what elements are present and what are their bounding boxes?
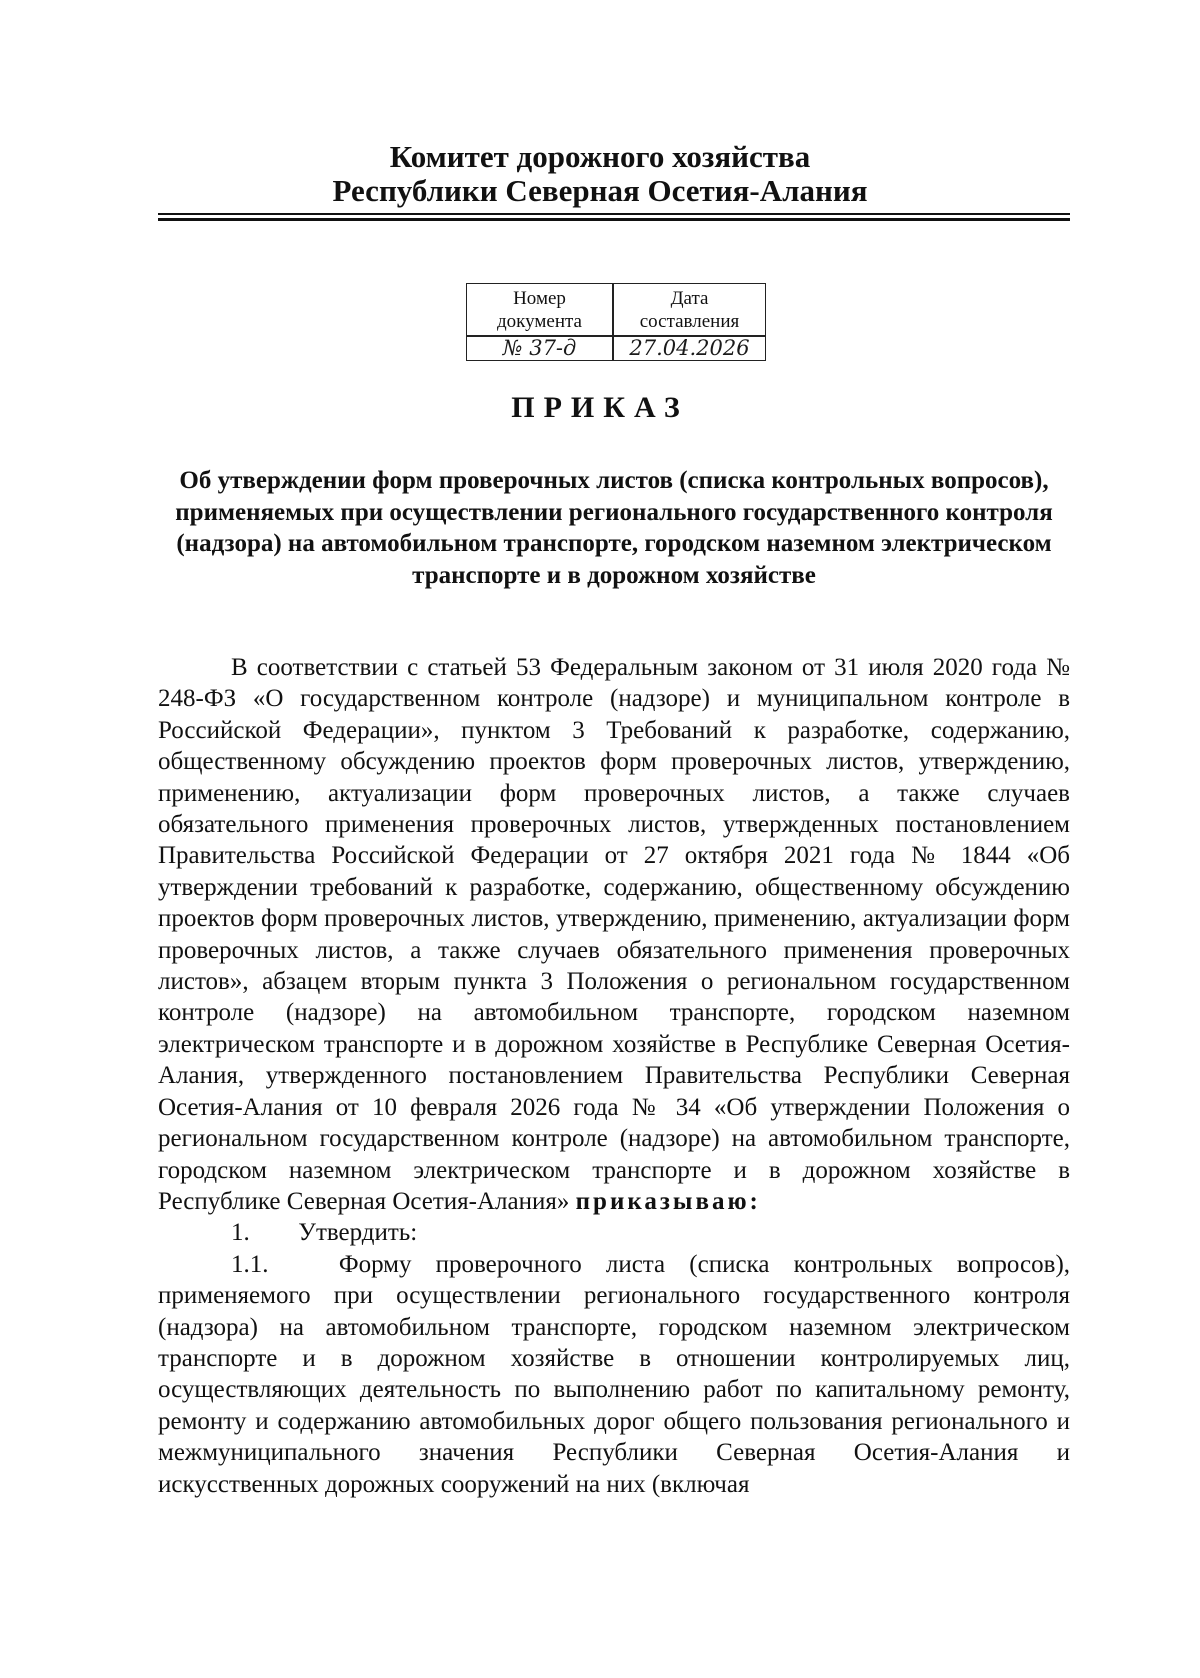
document-date-value: 27.04.2026 bbox=[629, 336, 750, 360]
organization-name-line1: Комитет дорожного хозяйства bbox=[389, 139, 811, 174]
header-rule-thin bbox=[158, 213, 1070, 215]
order-body bbox=[158, 652, 1070, 1500]
header-rule-thick bbox=[158, 218, 1070, 221]
document-date-header: Дата составления bbox=[639, 288, 740, 332]
document-type-title: ПРИКАЗ bbox=[511, 391, 689, 424]
organization-name-line2: Республики Северная Осетия-Алания bbox=[332, 173, 868, 208]
item-1-number: 1. bbox=[231, 1219, 250, 1247]
order-directive: приказываю: bbox=[575, 1187, 761, 1215]
preamble-text: В соответствии с статьей 53 Федеральным законом от 31 июля 2020 года № 248-ФЗ «О государственном контроле (надзоре) и муниципальном контроле в Российской Федерации», пунктом 3 Требований к разработке, содержанию, общественному обсуждению проектов форм проверочных листов, утверждению, применению, актуализации форм проверочных листов, а также случаев обязательного применения проверочных листов, утвержденных постановлением Правительства Российской Федерации от 27 октября 2021 года № 1844 «Об утверждении требований к разработке, содержанию, общественному обсуждению проектов форм проверочных листов, утверждению, применению, актуализации форм проверочных листов, а также случаев обязательного применения проверочных листов», абзацем вторым пункта 3 Положения о региональном государственном контроле (надзоре) на автомобильном транспорте, городском наземном электрическом транспорте и в дорожном хозяйстве в Республике Северная Осетия-Алания, утвержденного постановлением Правительства Республики Северная Осетия-Алания от 10 февраля 2026 года № 34 «Об утверждении Положения о региональном государственном контроле (надзоре) на автомобильном транспорте, городском наземном электрическом транспорте и в дорожном хозяйстве в Республике Северная Осетия-Алания» bbox=[158, 654, 1070, 1215]
order-subject: Об утверждении форм проверочных листов (списка контрольных вопросов), применяемых при осуществлении регионального государственного контроля (надзора) на автомобильном транспорте, городском наземном электрическом транспорте и в дорожном хозяйстве bbox=[175, 467, 1053, 589]
item-1-1-text: Форму проверочного листа (списка контрольных вопросов), применяемого при осуществлении регионального государственного контроля (надзора) на автомобильном транспорте, городском наземном электрическом транспорте и в дорожном хозяйстве в отношении контролируемых лиц, осуществляющих деятельность по выполнению работ по капитальному ремонту, ремонту и содержанию автомобильных дорог общего пользования регионального и межмуниципального значения Республики Северная Осетия-Алания и искусственных дорожных сооружений на них (включая bbox=[158, 1250, 1071, 1498]
document-registration-table bbox=[466, 283, 766, 361]
preamble-paragraph bbox=[158, 652, 1070, 1217]
item-1-text: Утвердить: bbox=[298, 1219, 418, 1247]
document-number-header: Номер документа bbox=[497, 288, 582, 332]
document-number-value: № 37-д bbox=[502, 336, 577, 360]
item-1-1 bbox=[158, 1249, 1070, 1500]
item-1-1-number: 1.1. bbox=[231, 1250, 269, 1278]
item-1 bbox=[158, 1217, 1070, 1248]
